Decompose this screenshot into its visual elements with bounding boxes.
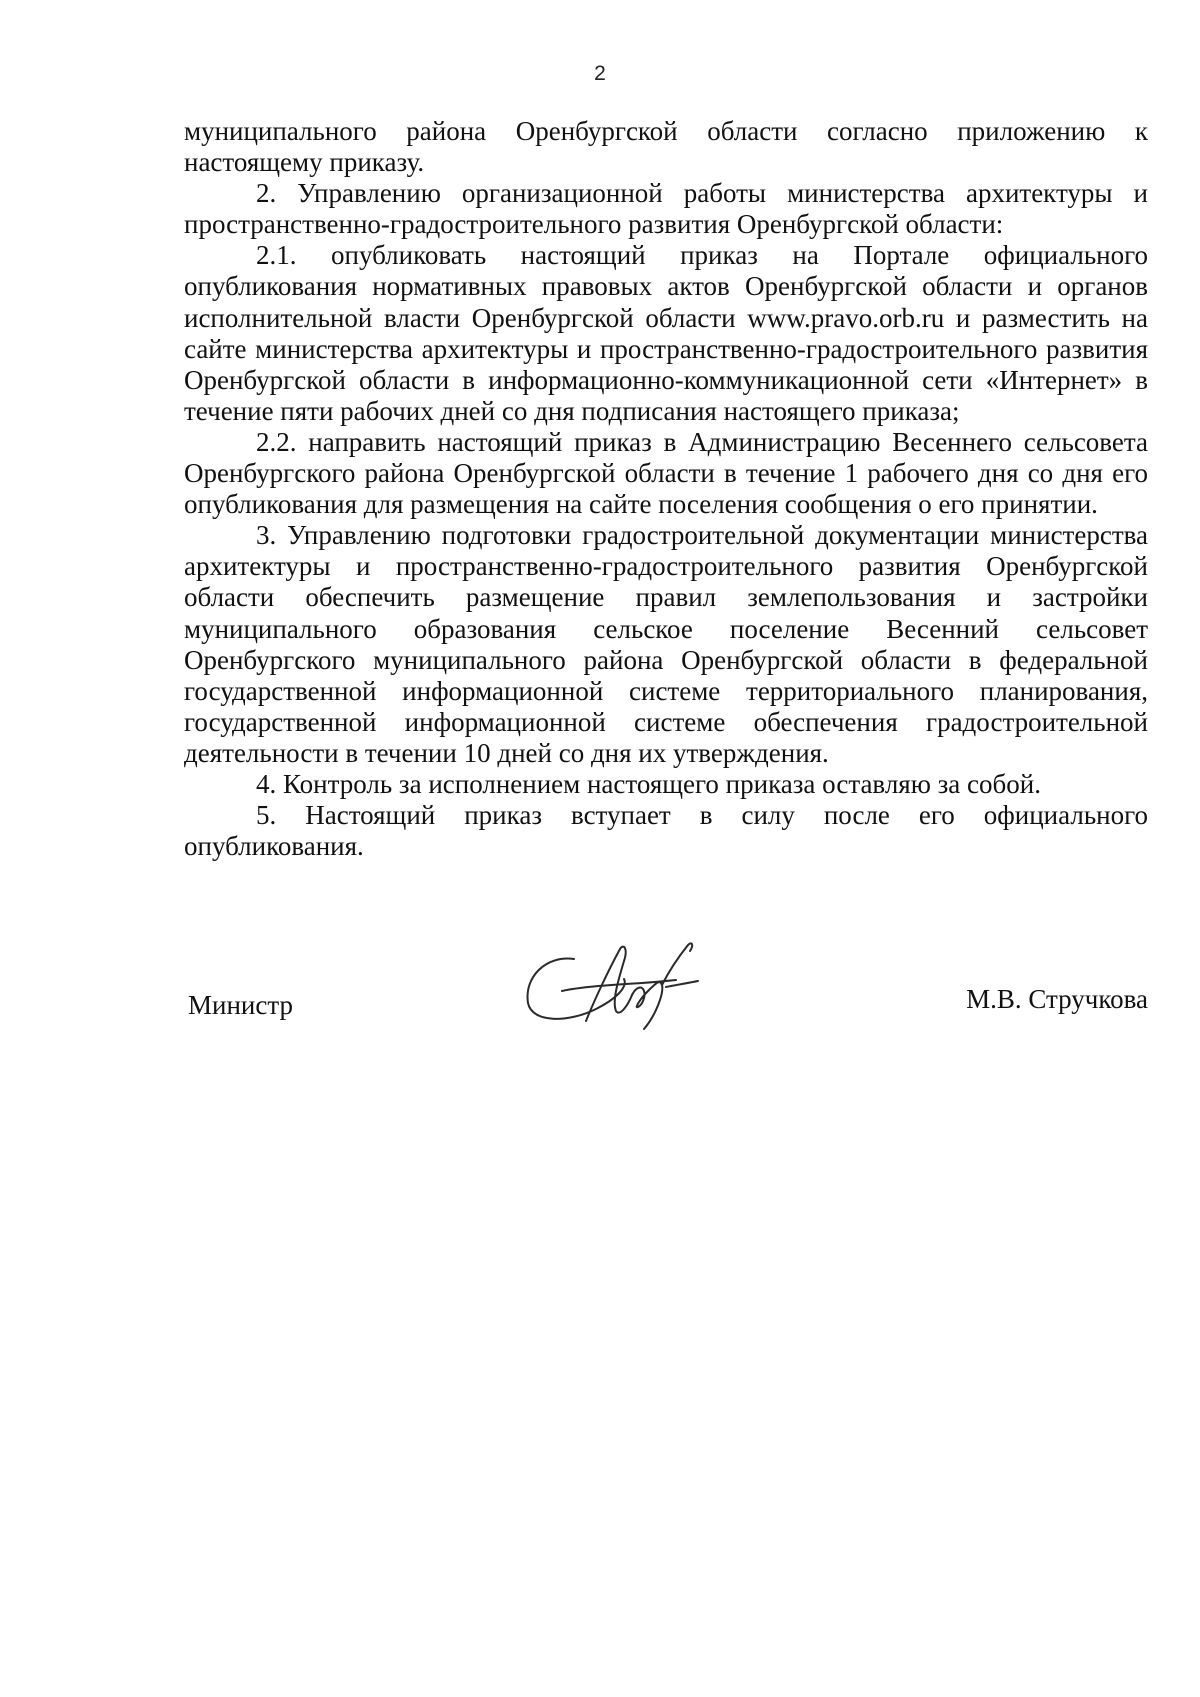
paragraph-item-2-1: 2.1. опубликовать настоящий приказ на Портале официального опубликования нормативных правовых актов Оренбургской области и органов исполнительной власти Оренбургской области www.pravo.orb.ru и разместить на сайте министерства архитектуры и пространственно-градостроительного развития Оренбургской области в информационно-коммуникационной сети «Интернет» в течение пяти рабочих дней со дня подписания настоящего приказа; (184, 240, 1148, 426)
signatory-title: Министр (188, 990, 293, 1020)
paragraph-item-3: 3. Управлению подготовки градостроительной документации министерства архитектуры и пространственно-градостроительного развития Оренбургской области обеспечить размещение правил землепользования и застройки муниципального образования сельское поселение Весенний сельсовет Оренбургского муниципального района Оренбургской области в федеральной государственной информационной системе территориального планирования, государственной информационной системе обеспечения градостроительной деятельности в течении 10 дней со дня их утверждения. (184, 520, 1148, 768)
page-number: 2 (594, 62, 606, 85)
signatory-name: М.В. Стручкова (966, 984, 1148, 1014)
paragraph-continuation: муниципального района Оренбургской области согласно приложению к настоящему приказу. (184, 116, 1148, 178)
paragraph-item-2: 2. Управлению организационной работы министерства архитектуры и пространственно-градостроительного развития Оренбургской области: (184, 178, 1148, 240)
paragraph-item-4: 4. Контроль за исполнением настоящего приказа оставляю за собой. (256, 768, 1041, 799)
document-body (184, 116, 1148, 862)
signature-block (184, 984, 1148, 1030)
paragraph-item-2-2: 2.2. направить настоящий приказ в Администрацию Весеннего сельсовета Оренбургского района Оренбургской области в течение 1 рабочего дня со дня его опубликования для размещения на сайте поселения сообщения о его принятии. (184, 426, 1148, 520)
paragraph-item-5: 5. Настоящий приказ вступает в силу после его официального опубликования. (184, 800, 1148, 862)
